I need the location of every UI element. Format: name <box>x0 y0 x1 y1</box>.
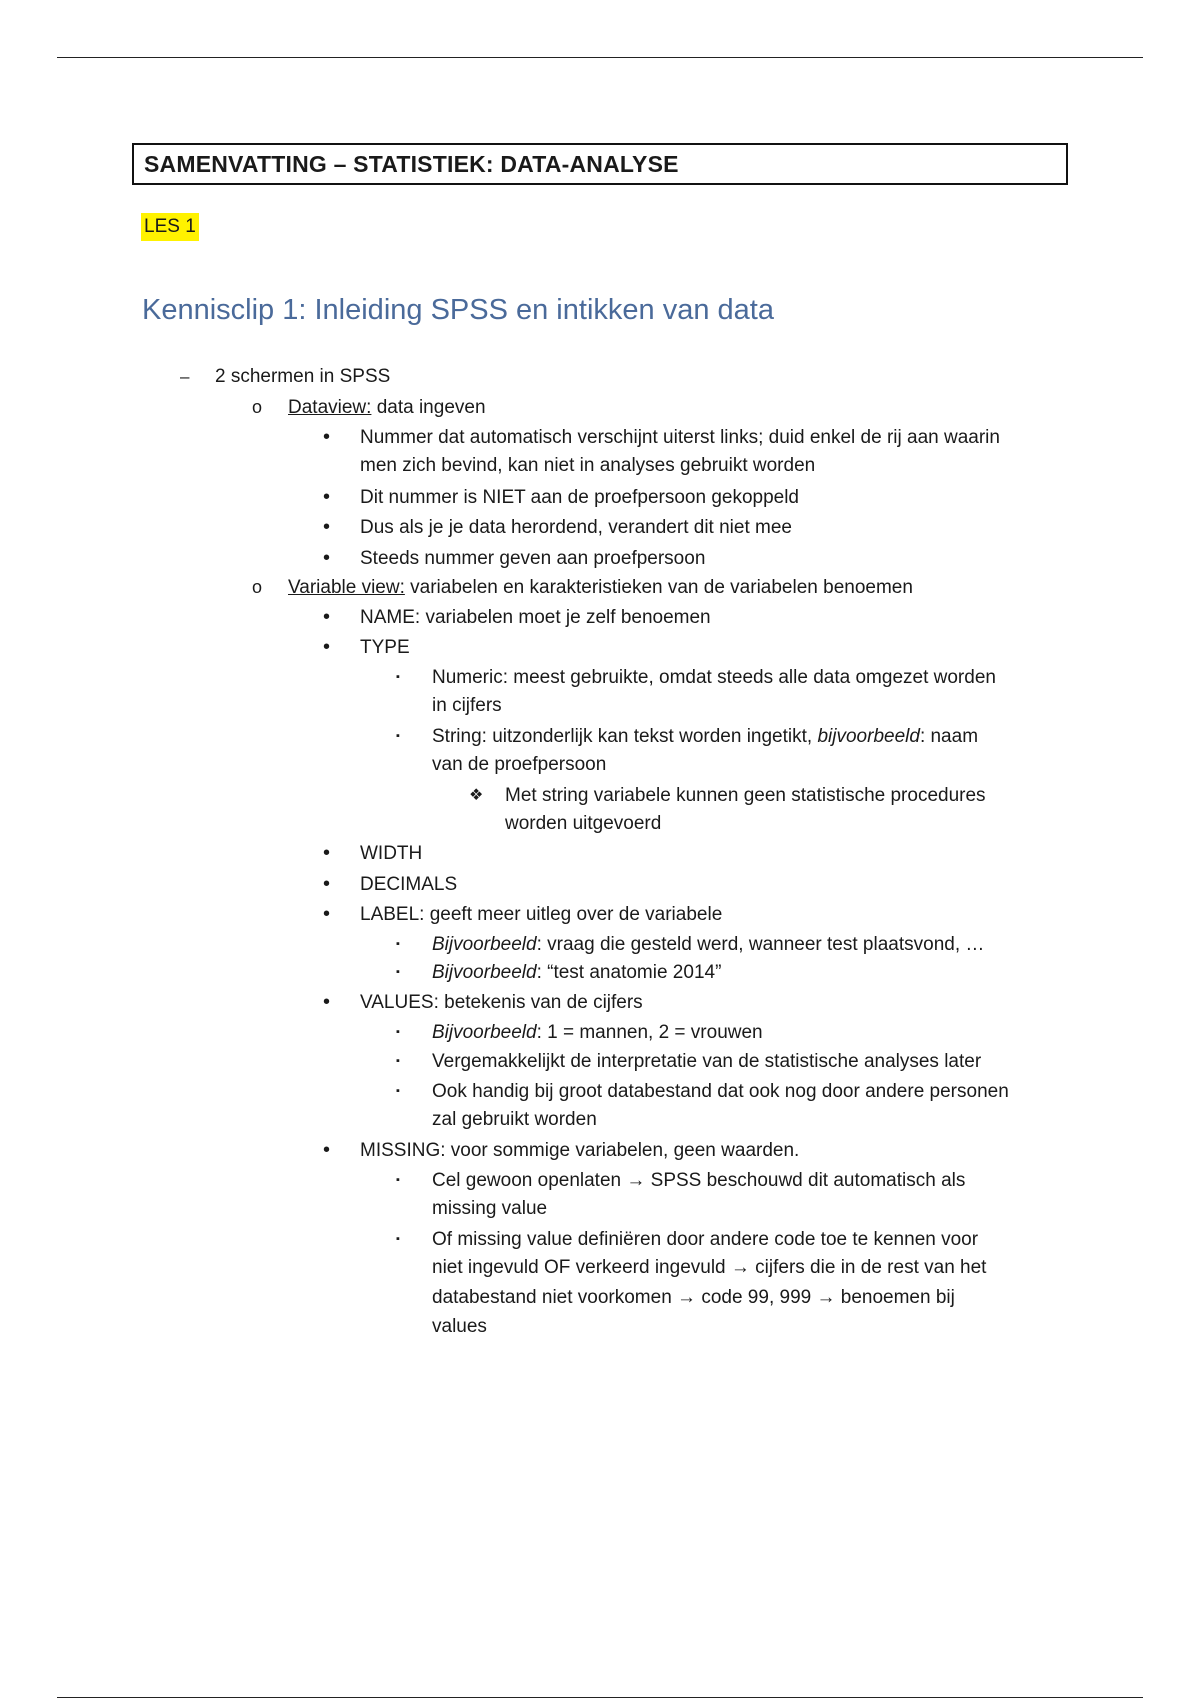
circle-marker: o <box>252 577 263 597</box>
list-item-width: WIDTH <box>360 843 423 864</box>
bullet-marker: • <box>323 636 331 658</box>
string-text: String: uitzonderlijk kan tekst worden ingetikt, <box>432 726 818 747</box>
document-title: SAMENVATTING – STATISTIEK: DATA-ANALYSE <box>132 143 1068 185</box>
list-item-continuation: worden uitgevoerd <box>505 813 662 834</box>
square-marker: ▪ <box>396 671 400 683</box>
list-item-numeric: Numeric: meest gebruikte, omdat steeds alle data omgezet worden <box>432 667 996 688</box>
example-word: Bijvoorbeeld <box>432 962 537 983</box>
lesson-highlight: LES 1 <box>141 213 199 241</box>
list-item-variable-view <box>288 574 913 601</box>
bullet-marker: • <box>323 1139 331 1161</box>
list-item-name: NAME: variabelen moet je zelf benoemen <box>360 607 711 628</box>
list-item-string-note: Met string variabele kunnen geen statistische procedures <box>505 785 986 806</box>
list-item-values-example <box>432 1019 763 1046</box>
header-rule <box>57 57 1143 58</box>
list-item-continuation: databestand niet voorkomen → code 99, 999 → benoemen bij <box>432 1287 955 1308</box>
bullet-marker: • <box>323 873 331 895</box>
list-item-continuation: missing value <box>432 1198 548 1219</box>
list-item-label-example <box>432 931 984 958</box>
variable-view-text: variabelen en karakteristieken van de variabelen benoemen <box>404 577 913 598</box>
square-marker: ▪ <box>396 730 400 742</box>
string-text-end: : naam <box>919 726 979 747</box>
variable-view-label: Variable view: <box>288 577 405 598</box>
example-text: : “test anatomie 2014” <box>536 962 722 983</box>
square-marker: ▪ <box>396 966 400 978</box>
list-item: Dus als je je data herordend, verandert dit niet mee <box>360 517 792 538</box>
list-item: Steeds nummer geven aan proefpersoon <box>360 548 706 569</box>
bullet-marker: • <box>323 842 331 864</box>
bullet-marker: • <box>323 516 331 538</box>
circle-marker: o <box>252 397 263 417</box>
list-item-continuation: van de proefpersoon <box>432 754 607 775</box>
list-item: Of missing value definiëren door andere code toe te kennen voor <box>432 1229 979 1250</box>
square-marker: ▪ <box>396 1026 400 1038</box>
list-item: Ook handig bij groot databestand dat ook nog door andere personen <box>432 1081 1009 1102</box>
list-item: Cel gewoon openlaten → SPSS beschouwd dit automatisch als <box>432 1170 966 1191</box>
list-item-values: VALUES: betekenis van de cijfers <box>360 992 643 1013</box>
section-heading: Kennisclip 1: Inleiding SPSS en intikken van data <box>142 294 774 326</box>
list-item: Dit nummer is NIET aan de proefpersoon gekoppeld <box>360 487 800 508</box>
square-marker: ▪ <box>396 1233 400 1245</box>
list-item-continuation: zal gebruikt worden <box>432 1109 597 1130</box>
square-marker: ▪ <box>396 938 400 950</box>
list-item-continuation: values <box>432 1316 487 1337</box>
dataview-text: data ingeven <box>371 397 486 418</box>
bullet-marker: • <box>323 426 331 448</box>
bullet-marker: • <box>323 903 331 925</box>
example-text: : vraag die gesteld werd, wanneer test plaatsvond, … <box>536 934 985 955</box>
list-item-label-example <box>432 959 721 986</box>
string-example-word: bijvoorbeeld <box>817 726 920 747</box>
bullet-marker: • <box>323 486 331 508</box>
square-marker: ▪ <box>396 1174 400 1186</box>
dataview-label: Dataview: <box>288 397 372 418</box>
bullet-marker: • <box>323 606 331 628</box>
bullet-marker: • <box>323 991 331 1013</box>
list-item-dataview <box>288 394 486 421</box>
example-word: Bijvoorbeeld <box>432 1022 537 1043</box>
dash-marker: – <box>180 367 190 386</box>
list-item-label: LABEL: geeft meer uitleg over de variabele <box>360 904 723 925</box>
list-item-string <box>432 723 978 750</box>
diamond-marker: ❖ <box>469 787 484 804</box>
square-marker: ▪ <box>396 1055 400 1067</box>
list-item-decimals: DECIMALS <box>360 874 458 895</box>
footer-rule <box>57 1697 1143 1698</box>
square-marker: ▪ <box>396 1085 400 1097</box>
list-item-continuation: men zich bevind, kan niet in analyses gebruikt worden <box>360 455 816 476</box>
list-item: Vergemakkelijkt de interpretatie van de statistische analyses later <box>432 1051 982 1072</box>
list-item-continuation: in cijfers <box>432 695 502 716</box>
bullet-marker: • <box>323 547 331 569</box>
list-item-type: TYPE <box>360 637 410 658</box>
list-item-missing: MISSING: voor sommige variabelen, geen waarden. <box>360 1140 800 1161</box>
list-item: Nummer dat automatisch verschijnt uiterst links; duid enkel de rij aan waarin <box>360 427 1000 448</box>
example-text: : 1 = mannen, 2 = vrouwen <box>536 1022 763 1043</box>
example-word: Bijvoorbeeld <box>432 934 537 955</box>
list-item-continuation: niet ingevuld OF verkeerd ingevuld → cijfers die in de rest van het <box>432 1257 987 1278</box>
list-item-schermen: 2 schermen in SPSS <box>215 366 391 387</box>
